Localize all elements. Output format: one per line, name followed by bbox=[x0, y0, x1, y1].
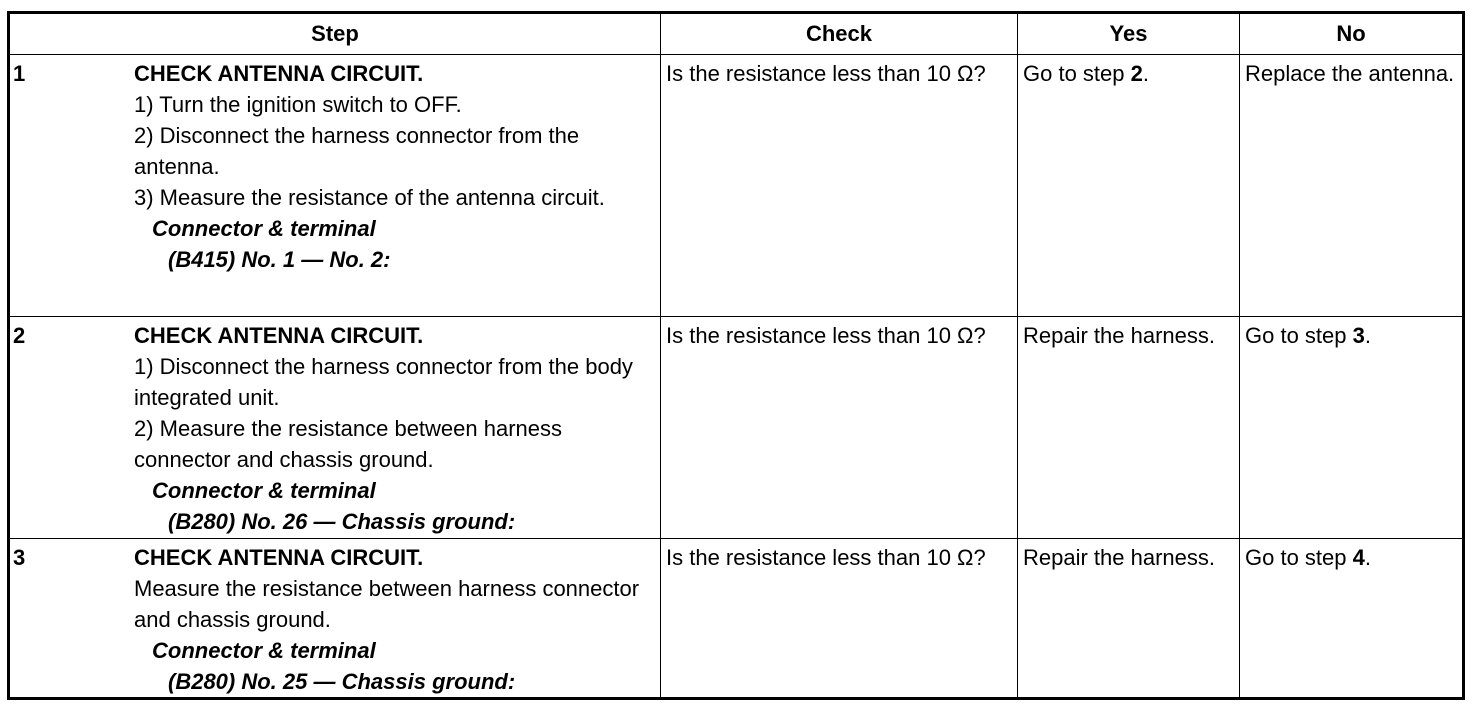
connector-label: Connector & terminal bbox=[152, 478, 376, 503]
yes-cell bbox=[1018, 55, 1240, 317]
step-number: 2 bbox=[13, 323, 26, 348]
step-number: 1 bbox=[13, 61, 26, 86]
no-cell bbox=[1240, 317, 1464, 539]
step-cell bbox=[9, 539, 661, 699]
table-row bbox=[9, 317, 1464, 539]
no-action: Go to step 3. bbox=[1245, 323, 1371, 348]
header-check: Check bbox=[661, 13, 1018, 55]
terminal-spec: (B280) No. 26 — Chassis ground: bbox=[168, 509, 516, 534]
connector-label: Connector & terminal bbox=[152, 216, 376, 241]
step-reference: 4 bbox=[1352, 545, 1365, 570]
yes-action: Repair the harness. bbox=[1023, 545, 1215, 570]
yes-cell bbox=[1018, 317, 1240, 539]
step-cell bbox=[9, 317, 661, 539]
step-heading: CHECK ANTENNA CIRCUIT. bbox=[134, 61, 424, 86]
no-cell bbox=[1240, 539, 1464, 699]
step-instruction: 3) Measure the resistance of the antenna circuit. bbox=[134, 185, 605, 210]
no-action: Replace the antenna. bbox=[1245, 61, 1455, 86]
terminal-spec: (B415) No. 1 — No. 2: bbox=[168, 247, 391, 272]
terminal-spec: (B280) No. 25 — Chassis ground: bbox=[168, 669, 516, 694]
check-question: Is the resistance less than 10 Ω? bbox=[666, 545, 986, 570]
yes-action: Go to step 2. bbox=[1023, 61, 1149, 86]
step-heading: CHECK ANTENNA CIRCUIT. bbox=[134, 545, 424, 570]
check-question: Is the resistance less than 10 Ω? bbox=[666, 323, 986, 348]
step-instruction: 2) Measure the resistance between harness connector and chassis ground. bbox=[134, 416, 563, 472]
check-question: Is the resistance less than 10 Ω? bbox=[666, 61, 986, 86]
no-action: Go to step 4. bbox=[1245, 545, 1371, 570]
step-number: 3 bbox=[13, 545, 26, 570]
table-row bbox=[9, 55, 1464, 317]
step-reference: 2 bbox=[1130, 61, 1143, 86]
step-instruction: Measure the resistance between harness connector and chassis ground. bbox=[134, 576, 640, 632]
yes-cell bbox=[1018, 539, 1240, 699]
step-heading: CHECK ANTENNA CIRCUIT. bbox=[134, 323, 424, 348]
header-yes: Yes bbox=[1018, 13, 1240, 55]
check-cell bbox=[661, 55, 1018, 317]
step-cell bbox=[9, 55, 661, 317]
step-instruction: 1) Disconnect the harness connector from the body integrated unit. bbox=[134, 354, 633, 410]
diagnostic-table bbox=[7, 11, 1465, 700]
connector-label: Connector & terminal bbox=[152, 638, 376, 663]
yes-action: Repair the harness. bbox=[1023, 323, 1215, 348]
no-cell bbox=[1240, 55, 1464, 317]
header-step: Step bbox=[9, 13, 661, 55]
step-instruction: 1) Turn the ignition switch to OFF. bbox=[134, 92, 462, 117]
check-cell bbox=[661, 539, 1018, 699]
table-row bbox=[9, 539, 1464, 699]
step-instruction: 2) Disconnect the harness connector from the antenna. bbox=[134, 123, 580, 179]
step-reference: 3 bbox=[1352, 323, 1365, 348]
check-cell bbox=[661, 317, 1018, 539]
header-row bbox=[9, 13, 1464, 55]
header-no: No bbox=[1240, 13, 1464, 55]
